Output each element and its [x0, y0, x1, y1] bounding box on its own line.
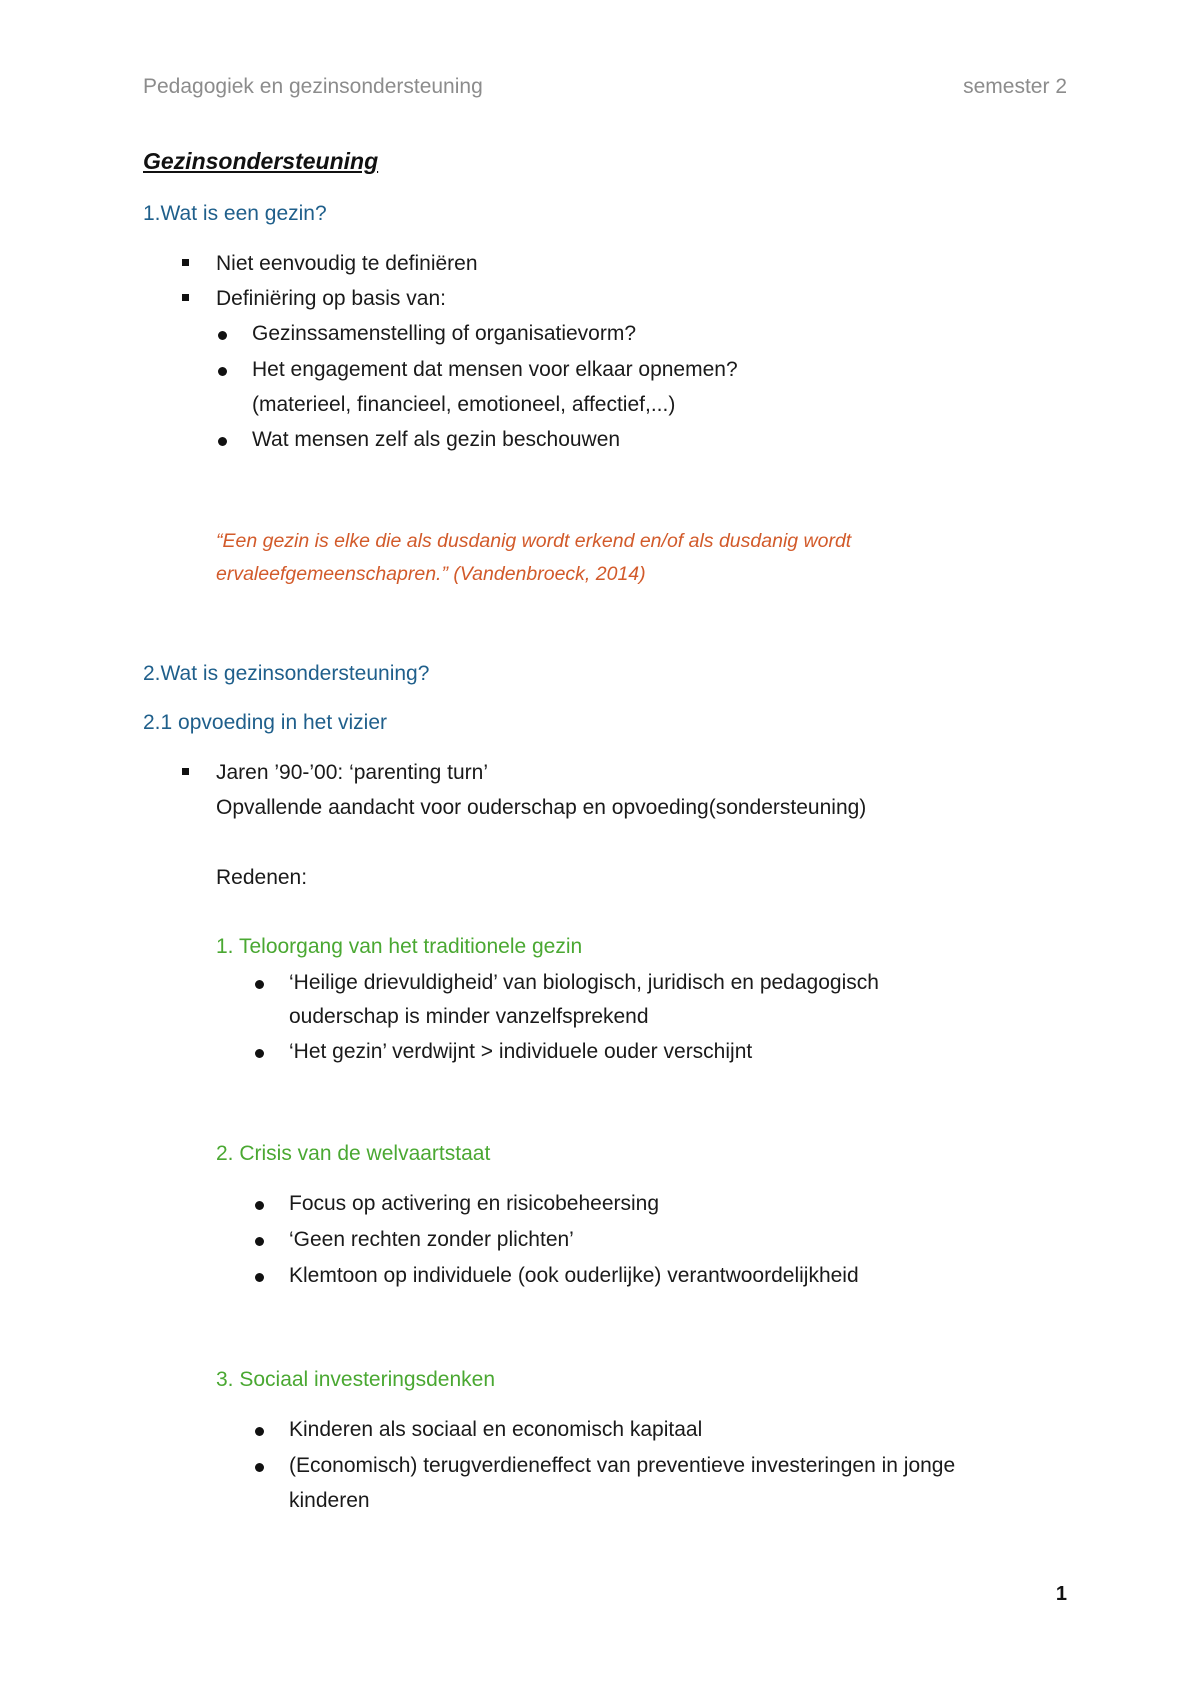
square-bullet-icon	[182, 294, 189, 301]
list-item: Klemtoon op individuele (ook ouderlijke) verantwoordelijkheid	[289, 1264, 859, 1287]
list-item-continuation: kinderen	[289, 1489, 370, 1512]
round-bullet-icon	[255, 1427, 264, 1436]
list-item: ‘Het gezin’ verdwijnt > individuele ouder verschijnt	[289, 1040, 753, 1063]
page-number: 1	[1055, 1583, 1067, 1605]
list-item: Wat mensen zelf als gezin beschouwen	[252, 428, 621, 451]
list-item: Gezinssamenstelling of organisatievorm?	[252, 322, 637, 345]
list-item-continuation: (materieel, financieel, emotioneel, affectief,...)	[252, 393, 676, 416]
header-course-title: Pedagogiek en gezinsondersteuning	[143, 75, 483, 98]
round-bullet-icon	[255, 980, 264, 989]
list-item-continuation: ouderschap is minder vanzelfsprekend	[289, 1005, 649, 1028]
reason-2-heading: 2. Crisis van de welvaartstaat	[216, 1142, 491, 1165]
round-bullet-icon	[255, 1273, 264, 1282]
list-item: Definiëring op basis van:	[216, 287, 446, 310]
redenen-label: Redenen:	[216, 866, 308, 889]
list-item: ‘Geen rechten zonder plichten’	[289, 1228, 574, 1251]
header-semester: semester 2	[963, 75, 1067, 98]
document-title: Gezinsondersteuning	[143, 148, 379, 174]
section-1-heading: 1.Wat is een gezin?	[143, 202, 327, 225]
list-item-continuation: Opvallende aandacht voor ouderschap en opvoeding(sondersteuning)	[216, 796, 867, 819]
round-bullet-icon	[218, 437, 227, 446]
round-bullet-icon	[218, 367, 227, 376]
section-2-heading: 2.Wat is gezinsondersteuning?	[143, 662, 430, 685]
list-item: ‘Heilige drievuldigheid’ van biologisch, juridisch en pedagogisch	[289, 971, 879, 994]
round-bullet-icon	[255, 1237, 264, 1246]
list-item: Niet eenvoudig te definiëren	[216, 252, 478, 275]
round-bullet-icon	[255, 1201, 264, 1210]
round-bullet-icon	[255, 1049, 264, 1058]
quote-line-1: “Een gezin is elke die als dusdanig wordt erkend en/of als dusdanig wordt	[216, 530, 852, 552]
list-item: Kinderen als sociaal en economisch kapitaal	[289, 1418, 703, 1441]
reason-3-heading: 3. Sociaal investeringsdenken	[216, 1368, 496, 1391]
list-item: Het engagement dat mensen voor elkaar opnemen?	[252, 358, 738, 381]
round-bullet-icon	[255, 1463, 264, 1472]
round-bullet-icon	[218, 331, 227, 340]
square-bullet-icon	[182, 259, 189, 266]
list-item: Focus op activering en risicobeheersing	[289, 1192, 660, 1215]
section-2-1-heading: 2.1 opvoeding in het vizier	[143, 711, 387, 734]
list-item: (Economisch) terugverdieneffect van preventieve investeringen in jonge	[289, 1454, 956, 1477]
reason-1-heading: 1. Teloorgang van het traditionele gezin	[216, 935, 583, 958]
quote-line-2: ervaleefgemeenschapren.” (Vandenbroeck, 2014)	[216, 563, 646, 585]
square-bullet-icon	[182, 768, 189, 775]
list-item: Jaren ’90-’00: ‘parenting turn’	[216, 761, 488, 784]
